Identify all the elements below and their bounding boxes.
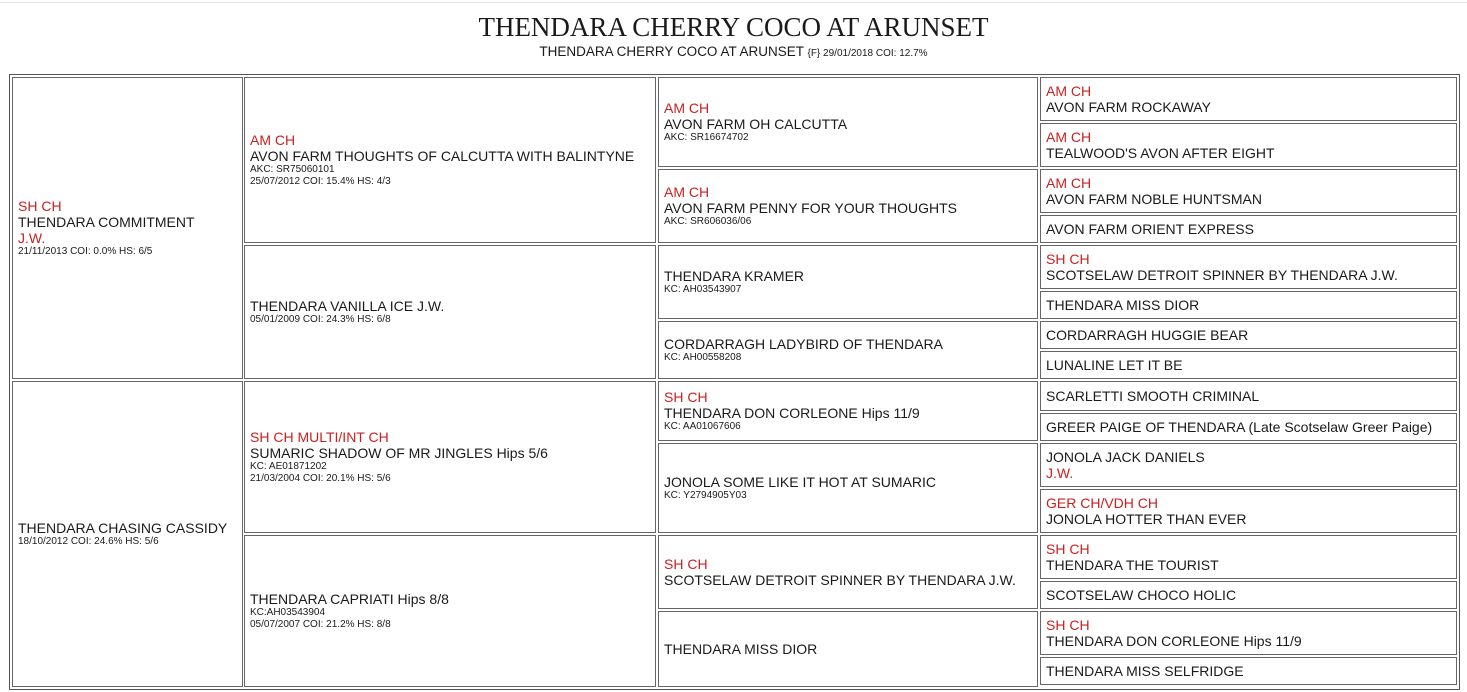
dog-details: KC: AE01871202 (250, 461, 327, 472)
dog-name-link[interactable]: THENDARA VANILLA ICE J.W. (250, 298, 445, 314)
dog-details: 21/11/2013 COI: 0.0% HS: 6/5 (18, 246, 153, 257)
title-prefix: SH CH (1046, 541, 1090, 557)
pedigree-cell-gen3 (658, 321, 1038, 379)
dog-name-link[interactable]: SCOTSELAW CHOCO HOLIC (1046, 587, 1237, 603)
title-prefix: AM CH (1046, 129, 1092, 145)
pedigree-cell-gen4 (1040, 321, 1457, 349)
title-prefix: SH CH (664, 389, 708, 405)
pedigree-cell-gen3 (658, 381, 1038, 441)
pedigree-cell-gen3 (658, 535, 1038, 609)
dog-details: KC: AH03543907 (664, 284, 742, 295)
dog-name-link[interactable]: THENDARA THE TOURIST (1046, 557, 1219, 573)
dog-name-link[interactable]: GREER PAIGE OF THENDARA (Late Scotselaw Greer Paige) (1046, 419, 1433, 435)
pedigree-cell-gen4 (1040, 215, 1457, 243)
page-subtitle (0, 44, 1467, 59)
title-prefix: AM CH (250, 132, 296, 148)
subtitle-details: {F} 29/01/2018 COI: 12.7% (807, 48, 928, 59)
dog-name-link[interactable]: THENDARA DON CORLEONE Hips 11/9 (1046, 633, 1302, 649)
dog-name-link[interactable]: CORDARRAGH HUGGIE BEAR (1046, 327, 1249, 343)
dog-name-link[interactable]: JONOLA SOME LIKE IT HOT AT SUMARIC (664, 474, 937, 490)
pedigree-cell-gen4 (1040, 657, 1457, 685)
pedigree-cell-gen4 (1040, 489, 1457, 533)
dog-name-link[interactable]: THENDARA COMMITMENT (18, 214, 195, 230)
pedigree-cell-gen2 (244, 381, 656, 533)
dog-details: 21/03/2004 COI: 20.1% HS: 5/6 (250, 473, 391, 484)
subtitle-name: THENDARA CHERRY COCO AT ARUNSET (539, 44, 804, 59)
dog-details: KC: Y2794905Y03 (664, 490, 747, 501)
dog-details: AKC: SR16674702 (664, 132, 749, 143)
pedigree-cell-gen3 (658, 77, 1038, 167)
dog-details: 05/07/2007 COI: 21.2% HS: 8/8 (250, 619, 391, 630)
dog-name-link[interactable]: JONOLA JACK DANIELS (1046, 449, 1205, 465)
dog-name-link[interactable]: SCOTSELAW DETROIT SPINNER BY THENDARA J.W. (664, 572, 1016, 588)
title-prefix: AM CH (664, 184, 710, 200)
dog-name-link[interactable]: AVON FARM THOUGHTS OF CALCUTTA WITH BALINTYNE (250, 148, 635, 164)
pedigree-cell-gen4 (1040, 291, 1457, 319)
dog-name-link[interactable]: SUMARIC SHADOW OF MR JINGLES Hips 5/6 (250, 445, 548, 461)
pedigree-cell-gen4 (1040, 581, 1457, 609)
title-prefix: AM CH (1046, 175, 1092, 191)
pedigree-cell-gen4 (1040, 245, 1457, 289)
pedigree-cell-gen1 (12, 381, 243, 687)
dog-name-link[interactable]: TEALWOOD'S AVON AFTER EIGHT (1046, 145, 1275, 161)
pedigree-cell-gen4 (1040, 351, 1457, 379)
title-prefix: SH CH (18, 198, 62, 214)
pedigree-cell-gen3 (658, 169, 1038, 243)
pedigree-cell-gen3 (658, 611, 1038, 687)
dog-name-link[interactable]: JONOLA HOTTER THAN EVER (1046, 511, 1247, 527)
dog-name-link[interactable]: AVON FARM ORIENT EXPRESS (1046, 221, 1254, 237)
pedigree-cell-gen4 (1040, 381, 1457, 411)
dog-details: KC: AH00558208 (664, 352, 742, 363)
pedigree-cell-gen4 (1040, 77, 1457, 121)
dog-name-link[interactable]: LUNALINE LET IT BE (1046, 357, 1183, 373)
dog-details: 18/10/2012 COI: 24.6% HS: 5/6 (18, 536, 159, 547)
title-suffix: J.W. (18, 230, 46, 246)
pedigree-cell-gen4 (1040, 169, 1457, 213)
title-prefix: SH CH (1046, 617, 1090, 633)
title-prefix: AM CH (664, 100, 710, 116)
pedigree-table (9, 74, 1460, 690)
pedigree-cell-gen4 (1040, 413, 1457, 441)
dog-name-link[interactable]: THENDARA CHASING CASSIDY (18, 520, 228, 536)
dog-name-link[interactable]: AVON FARM OH CALCUTTA (664, 116, 848, 132)
pedigree-cell-gen3 (658, 245, 1038, 319)
dog-details: KC: AA01067606 (664, 421, 741, 432)
dog-details: KC:AH03543904 (250, 607, 326, 618)
dog-name-link[interactable]: SCARLETTI SMOOTH CRIMINAL (1046, 388, 1260, 404)
top-divider (0, 2, 1467, 3)
dog-name-link[interactable]: AVON FARM NOBLE HUNTSMAN (1046, 191, 1262, 207)
pedigree-cell-gen4 (1040, 443, 1457, 487)
dog-name-link[interactable]: SCOTSELAW DETROIT SPINNER BY THENDARA J.W. (1046, 267, 1398, 283)
dog-name-link[interactable]: THENDARA CAPRIATI Hips 8/8 (250, 591, 449, 607)
dog-name-link[interactable]: THENDARA MISS DIOR (664, 641, 818, 657)
dog-details: 05/01/2009 COI: 24.3% HS: 6/8 (250, 314, 391, 325)
pedigree-cell-gen3 (658, 443, 1038, 533)
title-prefix: SH CH (1046, 251, 1090, 267)
dog-name-link[interactable]: THENDARA DON CORLEONE Hips 11/9 (664, 405, 920, 421)
page-title: THENDARA CHERRY COCO AT ARUNSET (478, 12, 989, 42)
pedigree-cell-gen4 (1040, 123, 1457, 167)
pedigree-cell-gen4 (1040, 611, 1457, 655)
pedigree-cell-gen2 (244, 77, 656, 243)
pedigree-cell-gen1 (12, 77, 243, 379)
dog-name-link[interactable]: CORDARRAGH LADYBIRD OF THENDARA (664, 336, 944, 352)
title-prefix: SH CH MULTI/INT CH (250, 429, 389, 445)
dog-name-link[interactable]: AVON FARM ROCKAWAY (1046, 99, 1211, 115)
pedigree-cell-gen2 (244, 245, 656, 379)
pedigree-cell-gen2 (244, 535, 656, 687)
dog-name-link[interactable]: AVON FARM PENNY FOR YOUR THOUGHTS (664, 200, 958, 216)
dog-name-link[interactable]: THENDARA MISS DIOR (1046, 297, 1200, 313)
dog-details: 25/07/2012 COI: 15.4% HS: 4/3 (250, 176, 391, 187)
dog-details: AKC: SR606036/06 (664, 216, 752, 227)
title-suffix: J.W. (1046, 465, 1074, 481)
dog-details: AKC: SR75060101 (250, 164, 335, 175)
title-prefix: AM CH (1046, 83, 1092, 99)
pedigree-cell-gen4 (1040, 535, 1457, 579)
title-prefix: SH CH (664, 556, 708, 572)
dog-name-link[interactable]: THENDARA MISS SELFRIDGE (1046, 663, 1244, 679)
dog-name-link[interactable]: THENDARA KRAMER (664, 268, 805, 284)
title-prefix: GER CH/VDH CH (1046, 495, 1159, 511)
